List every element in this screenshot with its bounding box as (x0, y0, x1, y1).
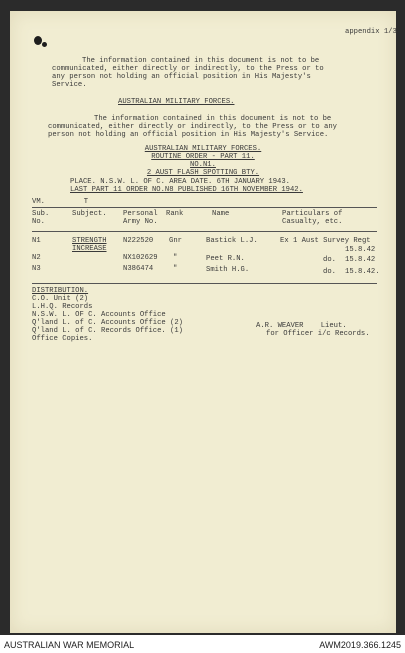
row-rank: " (173, 265, 178, 273)
row-sub-no: N2 (32, 254, 41, 262)
notice-line: communicated, either directly or indirectly, to the Press or to any (48, 123, 337, 131)
punch-hole (34, 36, 42, 45)
col-personal-no: Personal (123, 210, 158, 218)
order-last-part: LAST PART 11 ORDER NO.N8 PUBLISHED 16TH NOVEMBER 1942. (70, 186, 303, 194)
col-rank: Rank (166, 210, 184, 218)
col-sub-no: No. (32, 218, 45, 226)
notice-line: any person not holding an official position in His Majesty's (52, 73, 311, 81)
distribution-title: DISTRIBUTION. (32, 287, 89, 295)
distribution-item: Q'land L. of C. Records Office. (1) (32, 327, 183, 335)
divider (32, 207, 377, 208)
distribution-item: Office Copies. (32, 335, 93, 343)
order-forces: AUSTRALIAN MILITARY FORCES. (144, 145, 262, 153)
row-particulars: do. (323, 256, 336, 264)
document-sheet (10, 11, 396, 633)
notice-line: communicated, either directly or indirectly, to the Press or to (52, 65, 324, 73)
row-subject: INCREASE (72, 245, 107, 253)
notice-line: Service. (52, 81, 87, 89)
vm-mark: VM. T (32, 198, 89, 206)
distribution-item: N.S.W. L. OF C. Accounts Office (32, 311, 166, 319)
footer-institution: AUSTRALIAN WAR MEMORIAL (4, 640, 135, 650)
forces-heading: AUSTRALIAN MILITARY FORCES. (118, 98, 235, 106)
notice-line: person not holding an official position in His Majesty's Service. (48, 131, 329, 139)
punch-hole (42, 42, 47, 47)
row-date: 15.8.42. (345, 268, 380, 276)
col-particulars: Particulars of (282, 210, 343, 218)
row-sub-no: N3 (32, 265, 41, 273)
signature-line: A.R. WEAVER Lieut. (256, 322, 347, 330)
distribution-item: C.O. Unit (2) (32, 295, 89, 303)
order-number: NO.N1. (190, 161, 216, 169)
row-army-no: NX102629 (123, 254, 158, 262)
row-name: Bastick L.J. (206, 237, 258, 245)
divider (32, 283, 377, 284)
col-subject: Subject. (72, 210, 107, 218)
notice-line: The information contained in this document is not to be (94, 115, 332, 123)
row-army-no: N386474 (123, 265, 154, 273)
signature-line: for Officer i/c Records. (266, 330, 370, 338)
notice-line: The information contained in this document is not to be (82, 57, 320, 65)
row-particulars: do. (323, 268, 336, 276)
row-particulars: Ex 1 Aust Survey Regt (280, 237, 371, 245)
row-army-no: N222520 (123, 237, 154, 245)
distribution-item: Q'land L. of C. Accounts Office (2) (32, 319, 183, 327)
row-date: 15.8.42 (345, 256, 376, 264)
row-rank: Gnr (169, 237, 182, 245)
row-date: 15.8.42 (345, 246, 376, 254)
divider (32, 231, 377, 232)
order-unit: 2 AUST FLASH SPOTTING BTY. (146, 169, 260, 177)
col-sub-no: Sub. (32, 210, 50, 218)
row-sub-no: N1 (32, 237, 41, 245)
footer-accession: AWM2019.366.1245 (319, 640, 401, 650)
appendix-label: appendix 1/3 (345, 28, 397, 36)
distribution-item: L.H.Q. Records (32, 303, 93, 311)
col-personal-no: Army No. (123, 218, 158, 226)
order-title: ROUTINE ORDER - PART 11. (151, 153, 255, 161)
row-subject: STRENGTH (72, 237, 107, 245)
archive-footer (0, 635, 405, 653)
row-name: Peet R.N. (206, 255, 245, 263)
order-place-date: PLACE. N.S.W. L. OF C. AREA DATE. 6TH JANUARY 1943. (70, 178, 290, 186)
col-name: Name (212, 210, 230, 218)
row-name: Smith H.G. (206, 266, 250, 274)
col-particulars: Casualty, etc. (282, 218, 343, 226)
row-rank: " (173, 254, 178, 262)
